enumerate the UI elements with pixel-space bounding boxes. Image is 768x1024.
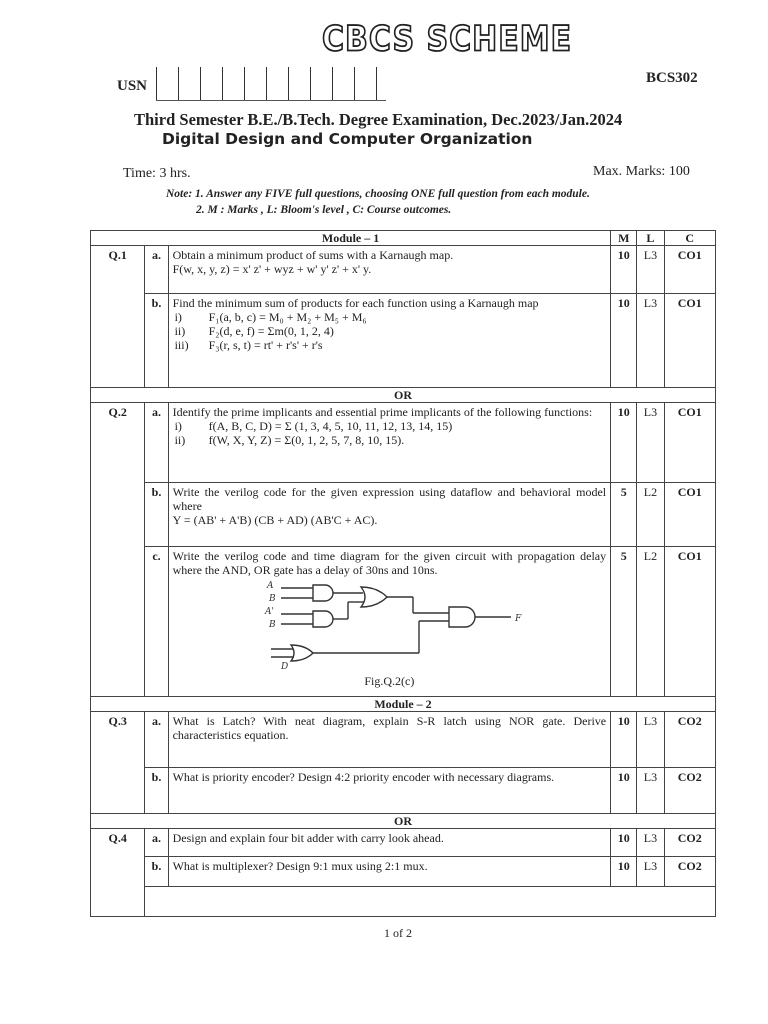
roman-numeral: i) xyxy=(174,419,182,433)
subquestion-label: a. xyxy=(145,712,168,768)
question-row xyxy=(91,547,716,697)
outcome-cell: CO1 xyxy=(664,246,715,294)
subquestion-label: b. xyxy=(145,768,168,814)
or-row xyxy=(91,388,716,403)
sub-item xyxy=(173,338,607,352)
question-text: What is priority encoder? Design 4:2 priority encoder with necessary diagrams. xyxy=(168,768,611,814)
usn-box xyxy=(178,67,200,101)
question-text xyxy=(168,294,611,388)
course-code: BCS302 xyxy=(646,70,698,86)
input-label-a: A xyxy=(266,581,274,591)
usn-box xyxy=(266,67,288,101)
level-cell: L3 xyxy=(637,768,664,814)
subquestion-label: c. xyxy=(145,547,168,697)
sub-item xyxy=(173,310,607,324)
exam-title: Third Semester B.E./B.Tech. Degree Examination, Dec.2023/Jan.2024 xyxy=(134,110,623,129)
and-gate-1 xyxy=(313,585,333,601)
empty-cell xyxy=(145,887,716,917)
question-row xyxy=(91,712,716,768)
sub-item-text: f(A, B, C, D) = Σ (1, 3, 4, 5, 10, 11, 12, 13, 14, 15) xyxy=(208,419,453,433)
subject-title: Digital Design and Computer Organization xyxy=(162,130,533,148)
level-cell: L3 xyxy=(637,829,664,857)
page-number: 1 of 2 xyxy=(384,926,412,940)
and-gate-2 xyxy=(313,611,333,627)
col-marks-header: M xyxy=(611,231,637,246)
question-row xyxy=(91,246,716,294)
input-label-d: D xyxy=(280,662,288,669)
module-1-title: Module – 1 xyxy=(91,231,611,246)
usn-box xyxy=(310,67,332,101)
question-text: What is Latch? With neat diagram, explain S-R latch using NOR gate. Derive characteristics equation. xyxy=(168,712,611,768)
marks-cell: 10 xyxy=(611,857,637,887)
note-line-2: 2. M : Marks , L: Bloom's level , C: Course outcomes. xyxy=(196,204,452,216)
question-row xyxy=(91,768,716,814)
subquestion-label: a. xyxy=(145,403,168,483)
level-cell: L2 xyxy=(637,547,664,697)
marks-cell: 10 xyxy=(611,712,637,768)
subquestion-label: b. xyxy=(145,857,168,887)
subquestion-label: a. xyxy=(145,246,168,294)
subquestion-label: b. xyxy=(145,483,168,547)
level-cell: L2 xyxy=(637,483,664,547)
col-outcome-header: C xyxy=(664,231,715,246)
level-cell: L3 xyxy=(637,294,664,388)
question-text: Design and explain four bit adder with carry look ahead. xyxy=(168,829,611,857)
or-row xyxy=(91,814,716,829)
or-separator: OR xyxy=(91,814,716,829)
question-text xyxy=(168,483,611,547)
usn-box xyxy=(332,67,354,101)
question-line: F(w, x, y, z) = x' z' + wyz + w' y' z' + x' y. xyxy=(172,262,372,276)
question-line: Find the minimum sum of products for each function using a Karnaugh map xyxy=(172,296,539,310)
lower-gate xyxy=(291,645,313,661)
input-label-a-prime: A' xyxy=(264,607,274,617)
outcome-cell: CO2 xyxy=(664,712,715,768)
question-row xyxy=(91,294,716,388)
roman-numeral: i) xyxy=(174,310,182,324)
question-line: Identify the prime implicants and essential prime implicants of the following functions: xyxy=(172,405,593,419)
question-text: What is multiplexer? Design 9:1 mux using 2:1 mux. xyxy=(168,857,611,887)
usn-label: USN xyxy=(117,78,148,94)
logic-circuit-diagram xyxy=(173,577,603,669)
roman-numeral: iii) xyxy=(174,338,189,352)
module-header-row xyxy=(91,231,716,246)
marks-cell: 10 xyxy=(611,403,637,483)
scheme-stamp: CBCS SCHEME xyxy=(322,19,573,60)
sub-item-text: F₃(r, s, t) = rt' + r's' + r's xyxy=(208,338,323,352)
question-line: Obtain a minimum product of sums with a Karnaugh map. xyxy=(172,248,454,262)
usn-box xyxy=(200,67,222,101)
module-header-row xyxy=(91,697,716,712)
max-marks: Max. Marks: 100 xyxy=(593,164,690,179)
and-gate-output xyxy=(449,607,475,627)
col-level-header: L xyxy=(637,231,664,246)
question-number: Q.3 xyxy=(91,712,145,814)
marks-cell: 5 xyxy=(611,547,637,697)
sub-item-text: f(W, X, Y, Z) = Σ(0, 1, 2, 5, 7, 8, 10, 15). xyxy=(208,433,405,447)
level-cell: L3 xyxy=(637,857,664,887)
or-separator: OR xyxy=(91,388,716,403)
note-line-1: Note: 1. Answer any FIVE full questions, choosing ONE full question from each module. xyxy=(166,188,590,200)
question-table xyxy=(90,230,716,917)
question-number: Q.4 xyxy=(91,829,145,917)
usn-underline xyxy=(156,100,386,101)
question-row xyxy=(91,857,716,887)
outcome-cell: CO2 xyxy=(664,857,715,887)
sub-item-text: F₂(d, e, f) = Σm(0, 1, 2, 4) xyxy=(208,324,334,338)
outcome-cell: CO2 xyxy=(664,768,715,814)
exam-time: Time: 3 hrs. xyxy=(123,166,191,181)
subquestion-label: b. xyxy=(145,294,168,388)
marks-cell: 5 xyxy=(611,483,637,547)
marks-cell: 10 xyxy=(611,294,637,388)
output-label-f: F xyxy=(514,614,521,624)
question-text xyxy=(168,246,611,294)
question-line: Write the verilog code and time diagram for the given circuit with propagation delay where the AND, OR gate has a delay of 30ns and 10ns. xyxy=(172,549,607,577)
usn-box xyxy=(244,67,266,101)
figure-caption: Fig.Q.2(c) xyxy=(364,674,415,688)
question-text xyxy=(168,403,611,483)
sub-item xyxy=(173,433,607,447)
question-number: Q.1 xyxy=(91,246,145,388)
outcome-cell: CO1 xyxy=(664,294,715,388)
marks-cell: 10 xyxy=(611,768,637,814)
input-label-b2: B xyxy=(268,620,276,630)
usn-box xyxy=(222,67,244,101)
question-line: Y = (AB' + A'B) (CB + AD) (AB'C + AC). xyxy=(172,513,378,527)
roman-numeral: ii) xyxy=(174,324,186,338)
usn-box xyxy=(354,67,377,101)
outcome-cell: CO2 xyxy=(664,829,715,857)
level-cell: L3 xyxy=(637,403,664,483)
level-cell: L3 xyxy=(637,712,664,768)
circuit-figure xyxy=(173,577,607,688)
roman-numeral: ii) xyxy=(174,433,186,447)
question-text xyxy=(168,547,611,697)
sub-item xyxy=(173,324,607,338)
usn-box xyxy=(156,67,178,101)
outcome-cell: CO1 xyxy=(664,547,715,697)
marks-cell: 10 xyxy=(611,829,637,857)
module-2-title: Module – 2 xyxy=(91,697,716,712)
sub-item-text: F₁(a, b, c) = M₀ + M₂ + M₅ + M₆ xyxy=(208,310,367,324)
input-label-b: B xyxy=(268,594,276,604)
question-row xyxy=(91,829,716,857)
question-row xyxy=(91,483,716,547)
outcome-cell: CO1 xyxy=(664,403,715,483)
or-gate xyxy=(361,587,387,607)
question-row xyxy=(91,403,716,483)
subquestion-label: a. xyxy=(145,829,168,857)
usn-box xyxy=(288,67,310,101)
question-number: Q.2 xyxy=(91,403,145,697)
empty-row xyxy=(91,887,716,917)
usn-boxes xyxy=(156,67,377,101)
marks-cell: 10 xyxy=(611,246,637,294)
level-cell: L3 xyxy=(637,246,664,294)
sub-item xyxy=(173,419,607,433)
question-line: Write the verilog code for the given expression using dataflow and behavioral model where xyxy=(172,485,607,513)
outcome-cell: CO1 xyxy=(664,483,715,547)
